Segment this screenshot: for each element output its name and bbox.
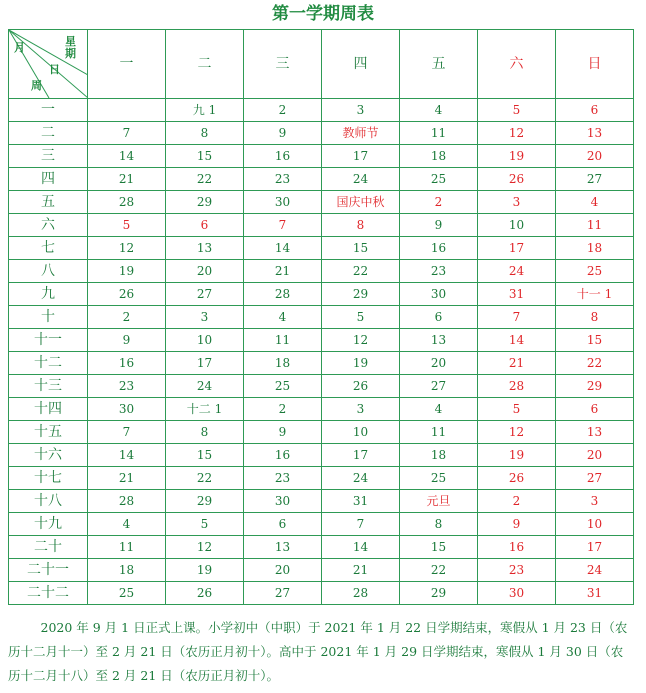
- day-cell: 24: [322, 467, 400, 490]
- day-cell: 15: [556, 329, 634, 352]
- week-row: [9, 559, 634, 582]
- day-cell: 4: [400, 99, 478, 122]
- day-cell: 11: [400, 122, 478, 145]
- day-cell: 17: [478, 237, 556, 260]
- header-row: [9, 30, 634, 99]
- day-cell: 8: [166, 421, 244, 444]
- day-cell: 15: [166, 444, 244, 467]
- day-cell: 2: [478, 490, 556, 513]
- day-cell: 14: [88, 145, 166, 168]
- day-cell: 2: [88, 306, 166, 329]
- day-cell: 15: [166, 145, 244, 168]
- weekday-header: 五: [400, 30, 478, 99]
- week-row: [9, 260, 634, 283]
- day-cell: 10: [166, 329, 244, 352]
- day-cell: 19: [478, 145, 556, 168]
- day-cell: 13: [556, 421, 634, 444]
- day-cell: 22: [400, 559, 478, 582]
- day-cell: 28: [478, 375, 556, 398]
- day-cell: 元旦: [400, 490, 478, 513]
- week-number-cell: 四: [9, 168, 88, 191]
- week-calendar-table: [8, 29, 634, 605]
- day-cell: 26: [88, 283, 166, 306]
- day-cell: 27: [556, 467, 634, 490]
- day-cell: 23: [400, 260, 478, 283]
- day-cell: 9: [400, 214, 478, 237]
- day-cell: 6: [556, 99, 634, 122]
- day-cell: 5: [322, 306, 400, 329]
- week-row: [9, 214, 634, 237]
- day-cell: 17: [322, 444, 400, 467]
- day-cell: 11: [244, 329, 322, 352]
- day-cell: 十二 1: [166, 398, 244, 421]
- week-number-cell: 十八: [9, 490, 88, 513]
- day-cell: 25: [400, 168, 478, 191]
- corner-label-day: 日: [49, 63, 60, 76]
- day-cell: 16: [478, 536, 556, 559]
- week-row: [9, 145, 634, 168]
- day-cell: 十一 1: [556, 283, 634, 306]
- day-cell: 九 1: [166, 99, 244, 122]
- day-cell: 14: [322, 536, 400, 559]
- day-cell: 4: [556, 191, 634, 214]
- day-cell: 13: [400, 329, 478, 352]
- week-row: [9, 513, 634, 536]
- day-cell: 24: [478, 260, 556, 283]
- week-number-cell: 二: [9, 122, 88, 145]
- day-cell: 30: [478, 582, 556, 605]
- day-cell: 18: [400, 444, 478, 467]
- day-cell: 13: [244, 536, 322, 559]
- day-cell: 5: [88, 214, 166, 237]
- day-cell: 4: [244, 306, 322, 329]
- day-cell: 26: [166, 582, 244, 605]
- week-row: [9, 191, 634, 214]
- day-cell: 8: [322, 214, 400, 237]
- day-cell: 24: [166, 375, 244, 398]
- corner-label-week: 周: [31, 79, 42, 92]
- day-cell: 24: [322, 168, 400, 191]
- day-cell: 12: [88, 237, 166, 260]
- week-row: [9, 237, 634, 260]
- day-cell: 19: [88, 260, 166, 283]
- week-row: [9, 375, 634, 398]
- corner-label-qi: 期: [65, 47, 76, 60]
- day-cell: 17: [322, 145, 400, 168]
- day-cell: 7: [244, 214, 322, 237]
- day-cell: 19: [322, 352, 400, 375]
- day-cell: 22: [166, 467, 244, 490]
- day-cell: 9: [88, 329, 166, 352]
- corner-header-cell: [9, 30, 88, 99]
- day-cell: 28: [88, 191, 166, 214]
- week-number-cell: 十四: [9, 398, 88, 421]
- week-number-cell: 十七: [9, 467, 88, 490]
- week-number-cell: 七: [9, 237, 88, 260]
- day-cell: 18: [88, 559, 166, 582]
- day-cell: 9: [244, 122, 322, 145]
- day-cell: 3: [322, 99, 400, 122]
- day-cell: 16: [400, 237, 478, 260]
- day-cell: 3: [322, 398, 400, 421]
- day-cell: 18: [244, 352, 322, 375]
- week-number-cell: 十三: [9, 375, 88, 398]
- week-number-cell: 八: [9, 260, 88, 283]
- week-number-cell: 十一: [9, 329, 88, 352]
- day-cell: 15: [400, 536, 478, 559]
- day-cell: 25: [88, 582, 166, 605]
- day-cell: 6: [400, 306, 478, 329]
- day-cell: 27: [166, 283, 244, 306]
- week-row: [9, 329, 634, 352]
- day-cell: 12: [478, 122, 556, 145]
- week-row: [9, 122, 634, 145]
- day-cell: 10: [322, 421, 400, 444]
- day-cell: 7: [88, 122, 166, 145]
- day-cell: 22: [166, 168, 244, 191]
- day-cell: 29: [322, 283, 400, 306]
- day-cell: 29: [556, 375, 634, 398]
- day-cell: 21: [322, 559, 400, 582]
- corner-label-xing: 星: [65, 35, 76, 48]
- semester-note: 2020 年 9 月 1 日正式上课。小学初中（中职）于 2021 年 1 月 22 日学期结束，寒假从 1 月 23 日（农历十二月十一）至 2 月 21 日（农历正月初十）。高中于 2021 年 1 月 29 日学期结束，寒假从 1 月 30 日（农历十二月十八）至 2 月 21 日（农历正月初十）。: [8, 620, 628, 683]
- day-cell: 26: [322, 375, 400, 398]
- day-cell: 10: [556, 513, 634, 536]
- day-cell: 6: [244, 513, 322, 536]
- day-cell: 6: [166, 214, 244, 237]
- day-cell: 26: [478, 467, 556, 490]
- day-cell: 16: [244, 145, 322, 168]
- day-cell: 29: [166, 490, 244, 513]
- day-cell: 30: [88, 398, 166, 421]
- day-cell: 18: [556, 237, 634, 260]
- day-cell: 21: [88, 168, 166, 191]
- corner-label-month: 月: [14, 41, 25, 54]
- day-cell: 31: [478, 283, 556, 306]
- day-cell: 22: [556, 352, 634, 375]
- day-cell: 20: [556, 145, 634, 168]
- week-row: [9, 283, 634, 306]
- day-cell: 25: [400, 467, 478, 490]
- day-cell: 22: [322, 260, 400, 283]
- week-number-cell: 二十二: [9, 582, 88, 605]
- day-cell: 23: [478, 559, 556, 582]
- week-row: [9, 99, 634, 122]
- week-row: [9, 444, 634, 467]
- day-cell: 13: [556, 122, 634, 145]
- day-cell: 14: [244, 237, 322, 260]
- week-number-cell: 十二: [9, 352, 88, 375]
- day-cell: 23: [244, 168, 322, 191]
- weekday-header: 三: [244, 30, 322, 99]
- day-cell: 27: [400, 375, 478, 398]
- week-number-cell: 十: [9, 306, 88, 329]
- day-cell: 8: [556, 306, 634, 329]
- week-number-cell: 一: [9, 99, 88, 122]
- day-cell: 12: [478, 421, 556, 444]
- week-number-cell: 十六: [9, 444, 88, 467]
- day-cell: 6: [556, 398, 634, 421]
- day-cell: 11: [88, 536, 166, 559]
- day-cell: 国庆中秋: [322, 191, 400, 214]
- day-cell: 28: [322, 582, 400, 605]
- weekday-header: 四: [322, 30, 400, 99]
- day-cell: 7: [88, 421, 166, 444]
- day-cell: 教师节: [322, 122, 400, 145]
- day-cell: 25: [556, 260, 634, 283]
- day-cell: 3: [556, 490, 634, 513]
- week-number-cell: 十五: [9, 421, 88, 444]
- day-cell: 28: [88, 490, 166, 513]
- day-cell: 24: [556, 559, 634, 582]
- day-cell: 3: [166, 306, 244, 329]
- day-cell: 5: [166, 513, 244, 536]
- week-number-cell: 九: [9, 283, 88, 306]
- day-cell: 17: [556, 536, 634, 559]
- week-row: [9, 582, 634, 605]
- day-cell: 13: [166, 237, 244, 260]
- day-cell: 21: [88, 467, 166, 490]
- day-cell: 27: [244, 582, 322, 605]
- day-cell: 19: [478, 444, 556, 467]
- day-cell: 28: [244, 283, 322, 306]
- day-cell: 16: [88, 352, 166, 375]
- day-cell: 14: [478, 329, 556, 352]
- week-row: [9, 168, 634, 191]
- day-cell: 23: [244, 467, 322, 490]
- week-number-cell: 二十一: [9, 559, 88, 582]
- day-cell: 11: [556, 214, 634, 237]
- day-cell: 30: [244, 191, 322, 214]
- day-cell: 29: [400, 582, 478, 605]
- day-cell: [88, 99, 166, 122]
- weekday-header: 六: [478, 30, 556, 99]
- day-cell: 9: [244, 421, 322, 444]
- day-cell: 20: [166, 260, 244, 283]
- day-cell: 9: [478, 513, 556, 536]
- weekday-header: 日: [556, 30, 634, 99]
- day-cell: 31: [556, 582, 634, 605]
- weekday-header: 一: [88, 30, 166, 99]
- day-cell: 21: [244, 260, 322, 283]
- day-cell: 14: [88, 444, 166, 467]
- day-cell: 25: [244, 375, 322, 398]
- day-cell: 30: [244, 490, 322, 513]
- day-cell: 15: [322, 237, 400, 260]
- day-cell: 16: [244, 444, 322, 467]
- day-cell: 21: [478, 352, 556, 375]
- week-row: [9, 306, 634, 329]
- week-number-cell: 十九: [9, 513, 88, 536]
- week-row: [9, 398, 634, 421]
- day-cell: 10: [478, 214, 556, 237]
- day-cell: 20: [400, 352, 478, 375]
- week-number-cell: 六: [9, 214, 88, 237]
- week-row: [9, 467, 634, 490]
- day-cell: 18: [400, 145, 478, 168]
- week-number-cell: 二十: [9, 536, 88, 559]
- day-cell: 17: [166, 352, 244, 375]
- day-cell: 27: [556, 168, 634, 191]
- weekday-header: 二: [166, 30, 244, 99]
- day-cell: 29: [166, 191, 244, 214]
- day-cell: 2: [244, 398, 322, 421]
- day-cell: 3: [478, 191, 556, 214]
- day-cell: 2: [244, 99, 322, 122]
- week-number-cell: 五: [9, 191, 88, 214]
- week-number-cell: 三: [9, 145, 88, 168]
- day-cell: 26: [478, 168, 556, 191]
- day-cell: 19: [166, 559, 244, 582]
- week-row: [9, 352, 634, 375]
- day-cell: 2: [400, 191, 478, 214]
- page-title: 第一学期周表: [272, 4, 374, 24]
- day-cell: 5: [478, 398, 556, 421]
- week-row: [9, 421, 634, 444]
- day-cell: 20: [244, 559, 322, 582]
- day-cell: 7: [478, 306, 556, 329]
- week-row: [9, 536, 634, 559]
- day-cell: 4: [88, 513, 166, 536]
- day-cell: 4: [400, 398, 478, 421]
- day-cell: 12: [322, 329, 400, 352]
- day-cell: 11: [400, 421, 478, 444]
- week-row: [9, 490, 634, 513]
- day-cell: 31: [322, 490, 400, 513]
- day-cell: 8: [166, 122, 244, 145]
- day-cell: 20: [556, 444, 634, 467]
- day-cell: 23: [88, 375, 166, 398]
- day-cell: 12: [166, 536, 244, 559]
- day-cell: 8: [400, 513, 478, 536]
- day-cell: 5: [478, 99, 556, 122]
- day-cell: 30: [400, 283, 478, 306]
- day-cell: 7: [322, 513, 400, 536]
